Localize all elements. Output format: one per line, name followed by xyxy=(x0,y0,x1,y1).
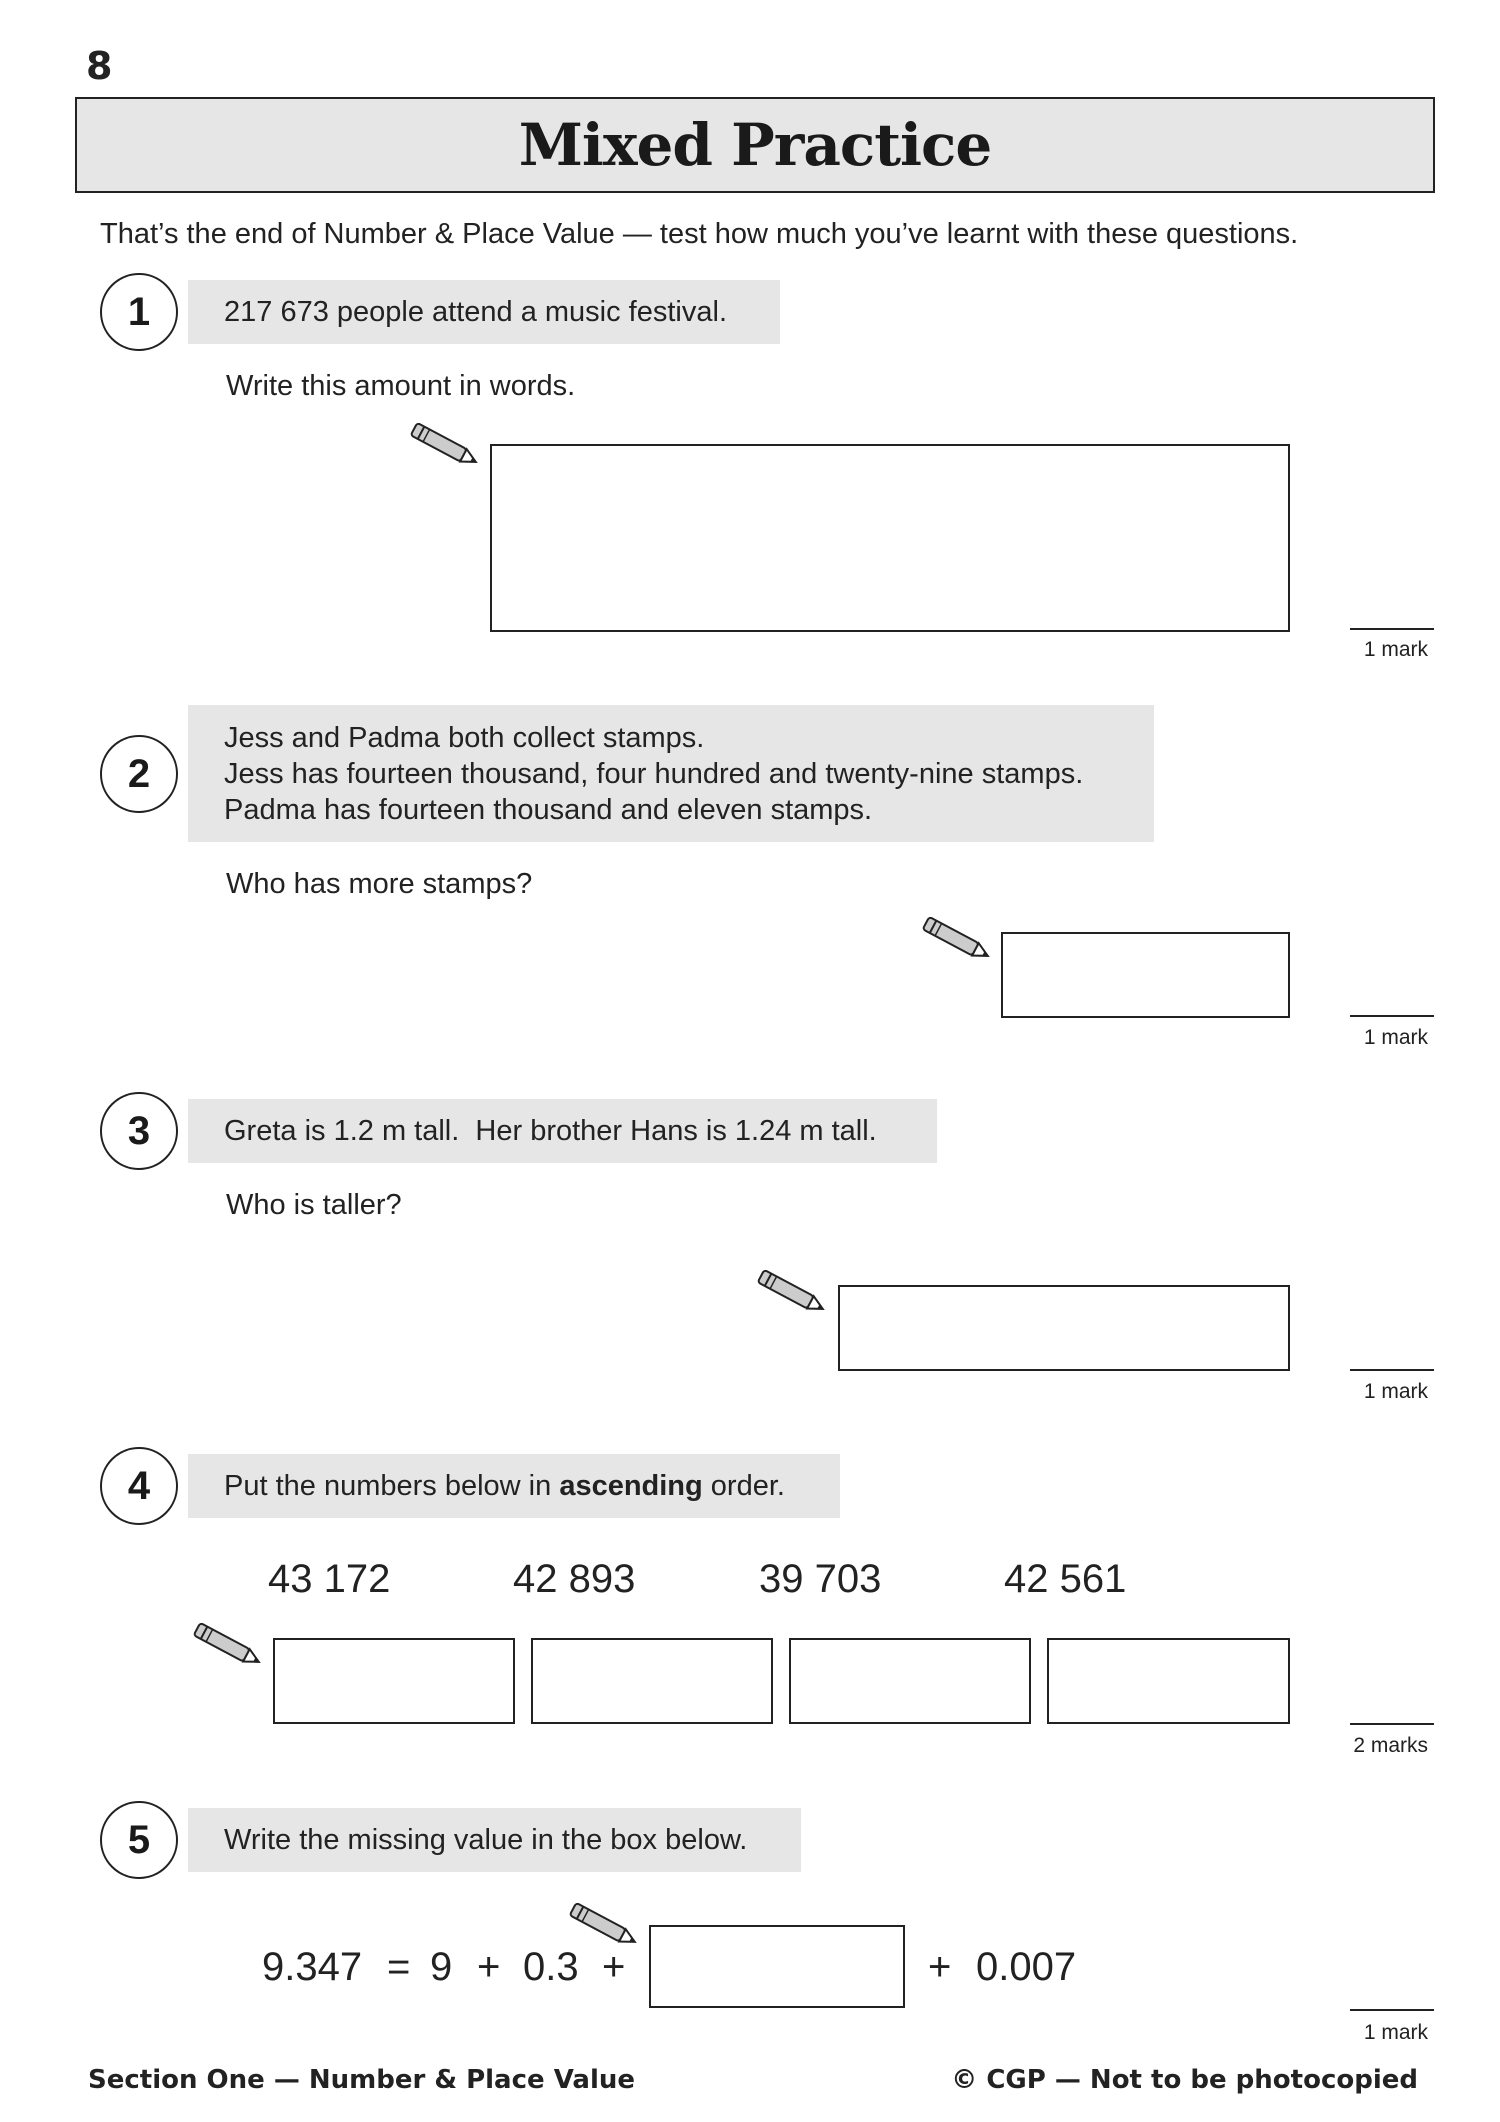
footer-section-label: Section One — Number & Place Value xyxy=(88,2065,636,2095)
equation-plus-2: + xyxy=(602,1945,626,1989)
intro-text: That’s the end of Number & Place Value — test how much you’ve learnt with these questions. xyxy=(100,218,1299,250)
page-number: 8 xyxy=(86,44,113,88)
question-5-answer-box[interactable] xyxy=(649,1925,905,2008)
equation-term-1: 9 xyxy=(430,1945,453,1989)
question-1-text: 217 673 people attend a music festival. xyxy=(224,296,727,328)
number-4: 42 561 xyxy=(1004,1557,1127,1601)
number-3: 39 703 xyxy=(759,1557,882,1601)
question-2-marks: 1 mark xyxy=(1363,1026,1428,1049)
footer-copyright: © CGP — Not to be photocopied xyxy=(951,2065,1418,2095)
equation-equals: = xyxy=(387,1945,411,1989)
question-2-answer-box[interactable] xyxy=(1001,932,1290,1018)
equation-term-4: 0.007 xyxy=(976,1945,1077,1989)
question-1-answer-box[interactable] xyxy=(490,444,1290,632)
question-5-text: Write the missing value in the box below. xyxy=(224,1824,748,1856)
question-3-statement xyxy=(188,1099,937,1163)
question-5-statement xyxy=(188,1808,801,1872)
question-2-line-1: Jess and Padma both collect stamps. xyxy=(224,721,705,754)
pencil-icon xyxy=(404,423,484,467)
equation-plus-1: + xyxy=(477,1945,501,1989)
question-1-prompt: Write this amount in words. xyxy=(226,370,576,402)
question-4-answer-box-1[interactable] xyxy=(273,1638,515,1724)
equation-term-2: 0.3 xyxy=(523,1945,579,1989)
question-1-marks: 1 mark xyxy=(1363,638,1428,661)
question-5-marks: 1 mark xyxy=(1363,2021,1428,2044)
question-2-statement xyxy=(188,705,1154,842)
question-4-mark-line xyxy=(1350,1723,1434,1725)
question-5-number: 5 xyxy=(100,1801,178,1879)
question-3-marks: 1 mark xyxy=(1363,1380,1428,1403)
question-4-text-before: Put the numbers below in xyxy=(224,1470,560,1502)
question-3-prompt: Who is taller? xyxy=(226,1189,402,1221)
question-4-statement xyxy=(188,1454,840,1518)
question-4-text-after: order. xyxy=(702,1470,785,1502)
question-4-answer-box-3[interactable] xyxy=(789,1638,1031,1724)
question-1-statement xyxy=(188,280,780,344)
question-4-number: 4 xyxy=(100,1447,178,1525)
question-2-prompt: Who has more stamps? xyxy=(226,868,533,900)
number-2: 42 893 xyxy=(513,1557,636,1601)
pencil-icon xyxy=(187,1623,267,1667)
question-1-number: 1 xyxy=(100,273,178,351)
question-3-answer-box[interactable] xyxy=(838,1285,1290,1371)
question-4-answer-box-2[interactable] xyxy=(531,1638,773,1724)
question-2-number: 2 xyxy=(100,735,178,813)
question-5-mark-line xyxy=(1350,2009,1434,2011)
question-1-mark-line xyxy=(1350,628,1434,630)
question-2-line-3: Padma has fourteen thousand and eleven stamps. xyxy=(224,793,873,826)
title-bar xyxy=(75,97,1435,193)
equation-lhs: 9.347 xyxy=(262,1945,363,1989)
pencil-icon xyxy=(751,1270,831,1314)
question-2-mark-line xyxy=(1350,1015,1434,1017)
question-2-line-2: Jess has fourteen thousand, four hundred and twenty-nine stamps. xyxy=(224,757,1084,790)
question-4-marks: 2 marks xyxy=(1353,1734,1428,1757)
equation-plus-3: + xyxy=(928,1945,952,1989)
question-4-text-bold: ascending xyxy=(559,1470,703,1502)
page-title: Mixed Practice xyxy=(518,111,992,179)
pencil-icon xyxy=(563,1903,643,1947)
question-3-mark-line xyxy=(1350,1369,1434,1371)
question-3-text: Greta is 1.2 m tall. Her brother Hans is 1.24 m tall. xyxy=(224,1115,877,1147)
number-1: 43 172 xyxy=(268,1557,391,1601)
pencil-icon xyxy=(916,917,996,961)
question-3-number: 3 xyxy=(100,1092,178,1170)
question-4-answer-box-4[interactable] xyxy=(1047,1638,1290,1724)
